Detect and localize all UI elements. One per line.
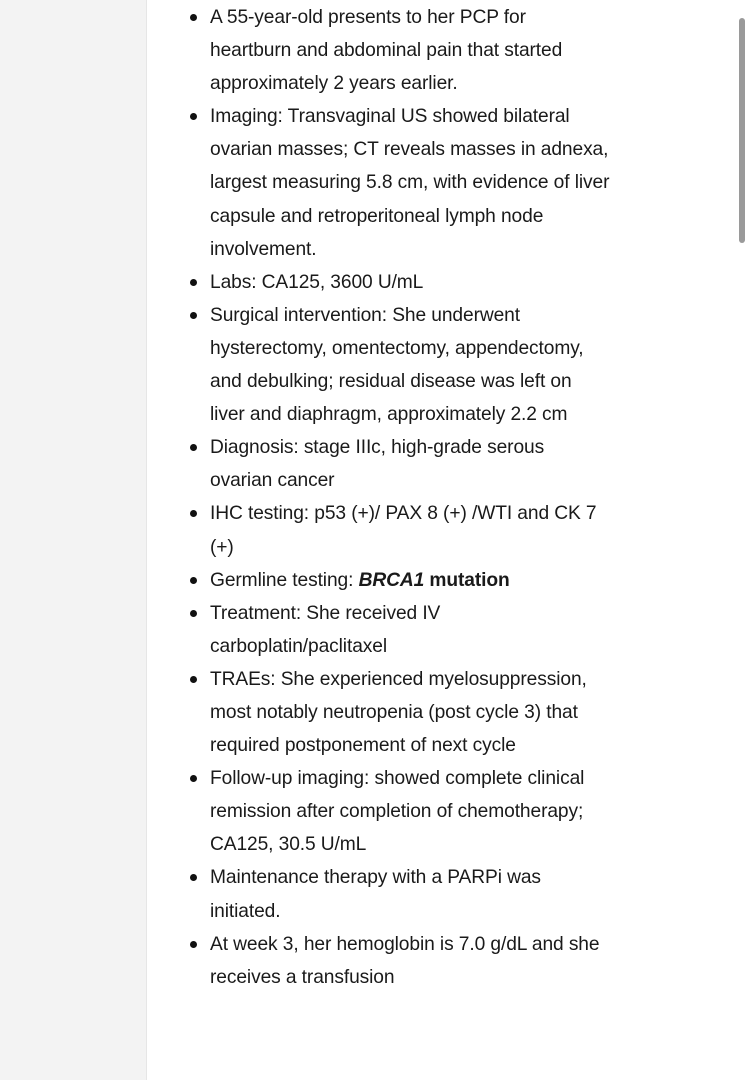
bullet-icon — [190, 444, 197, 451]
list-item — [210, 762, 610, 861]
list-item-text: Follow-up imaging: showed complete clinical remission after completion of chemotherapy; CA125, 30.5 U/mL — [210, 768, 585, 856]
list-item-text: Maintenance therapy with a PARPi was initiated. — [210, 867, 541, 922]
list-item-text: Imaging: Transvaginal US showed bilateral ovarian masses; CT reveals masses in adnexa, largest measuring 5.8 cm, with evidence of liver capsule and retroperitoneal lymph node involvement. — [210, 106, 610, 260]
list-item — [210, 299, 610, 431]
list-item — [210, 100, 610, 265]
list-item-text: A 55-year-old presents to her PCP for heartburn and abdominal pain that started approximately 2 years earlier. — [210, 7, 563, 95]
list-item — [210, 861, 610, 927]
bullet-icon — [190, 941, 197, 948]
list-item-text: Treatment: She received IV carboplatin/paclitaxel — [210, 602, 441, 657]
bullet-icon — [190, 113, 197, 120]
bullet-icon — [190, 577, 197, 584]
mutation-label: mutation — [424, 569, 510, 591]
list-item-text: Diagnosis: stage IIIc, high-grade serous ovarian cancer — [210, 437, 545, 492]
list-item — [210, 928, 610, 994]
list-item-text: At week 3, her hemoglobin is 7.0 g/dL and she receives a transfusion — [210, 933, 600, 988]
list-item-text: Labs: CA125, 3600 U/mL — [210, 271, 424, 293]
bullet-icon — [190, 874, 197, 881]
case-summary-list — [210, 1, 610, 994]
list-item-text: Surgical intervention: She underwent hysterectomy, omentectomy, appendectomy, and debulking; residual disease was left on liver and diaphragm, approximately 2.2 cm — [210, 304, 584, 426]
list-item — [210, 663, 610, 762]
bullet-icon — [190, 14, 197, 21]
list-item — [210, 497, 610, 563]
list-item — [210, 597, 610, 663]
bullet-icon — [190, 610, 197, 617]
list-item — [210, 266, 610, 299]
left-margin — [0, 0, 147, 1080]
bullet-icon — [190, 279, 197, 286]
germline-label: Germline testing: — [210, 569, 359, 591]
document-content — [147, 0, 748, 1080]
bullet-icon — [190, 312, 197, 319]
bullet-icon — [190, 775, 197, 782]
bullet-icon — [190, 676, 197, 683]
list-item — [210, 431, 610, 497]
list-item — [210, 1, 610, 100]
bullet-icon — [190, 510, 197, 517]
list-item-text: IHC testing: p53 (+)/ PAX 8 (+) /WTI and CK 7 (+) — [210, 503, 597, 558]
vertical-scrollbar[interactable] — [739, 18, 745, 243]
list-item-text: TRAEs: She experienced myelosuppression, most notably neutropenia (post cycle 3) that required postponement of next cycle — [210, 668, 587, 757]
list-item — [210, 564, 610, 597]
gene-name: BRCA1 — [358, 569, 425, 591]
